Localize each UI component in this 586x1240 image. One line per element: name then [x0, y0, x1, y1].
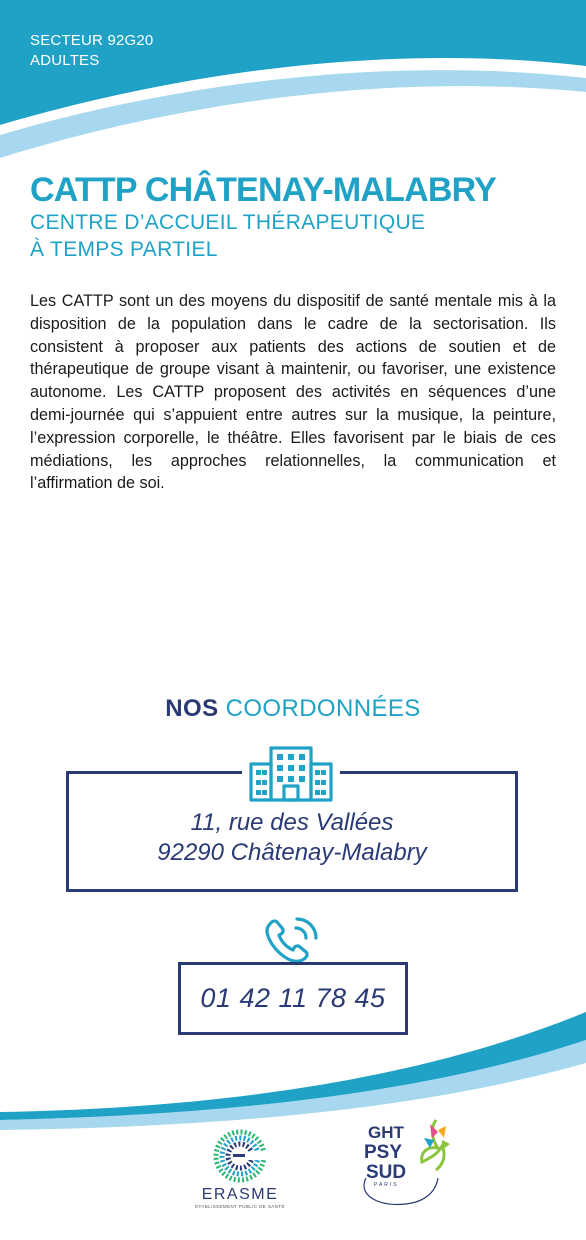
ght-paris: PARIS	[374, 1182, 399, 1188]
header-wave	[0, 0, 586, 175]
erasme-name: ERASME	[201, 1186, 279, 1203]
sector-line-2: ADULTES	[30, 52, 100, 69]
address-line-2: 92290 Châtenay-Malabry	[157, 839, 427, 866]
address-line-1: 11, rue des Vallées	[190, 809, 394, 836]
contact-heading	[0, 693, 586, 725]
description-paragraph: Les CATTP sont un des moyens du dispositif de santé mentale mis à la disposition de la population dans le cadre de la sectorisation. Ils consistent à proposer aux patients des actions de soutien et de thérapeutique de groupe visant à maintenir, ou favoriser, une existence autonome. Les CATTP proposent des activités en séquences d’une demi-journée qui s’appuient entre autres sur la musique, la peinture, l’expression corporelle, le théâtre. Elles favorisent par le biais de ces médiations, les approches relationnelles, la communication et l’affirmation de soi.	[30, 292, 556, 493]
ght-line-3: SUD	[366, 1162, 407, 1183]
erasme-emblem-icon	[209, 1126, 271, 1186]
phone-icon	[262, 914, 324, 966]
ght-line-2: PSY	[364, 1142, 403, 1163]
phone-number[interactable]: 01 42 11 78 45	[200, 983, 386, 1013]
page-title: CATTP CHÂTENAY-MALABRY	[30, 171, 496, 209]
building-icon	[242, 742, 340, 804]
ght-line-1: GHT	[368, 1123, 404, 1142]
page-subtitle	[30, 209, 425, 263]
contact-heading-bold: NOS	[165, 695, 219, 722]
subtitle-line-2: À TEMPS PARTIEL	[30, 238, 218, 261]
sector-label	[30, 31, 153, 71]
sector-line-1: SECTEUR 92G20	[30, 32, 154, 49]
address-text	[66, 808, 518, 868]
contact-heading-light: COORDONNÉES	[225, 695, 421, 722]
erasme-subtitle: ÉTABLISSEMENT PUBLIC DE SANTÉ	[195, 1204, 285, 1209]
footer-wave	[0, 1000, 586, 1135]
erasme-logo	[195, 1118, 285, 1216]
ght-psy-sud-logo	[346, 1118, 456, 1210]
subtitle-line-1: CENTRE D’ACCUEIL THÉRAPEUTIQUE	[30, 211, 426, 234]
